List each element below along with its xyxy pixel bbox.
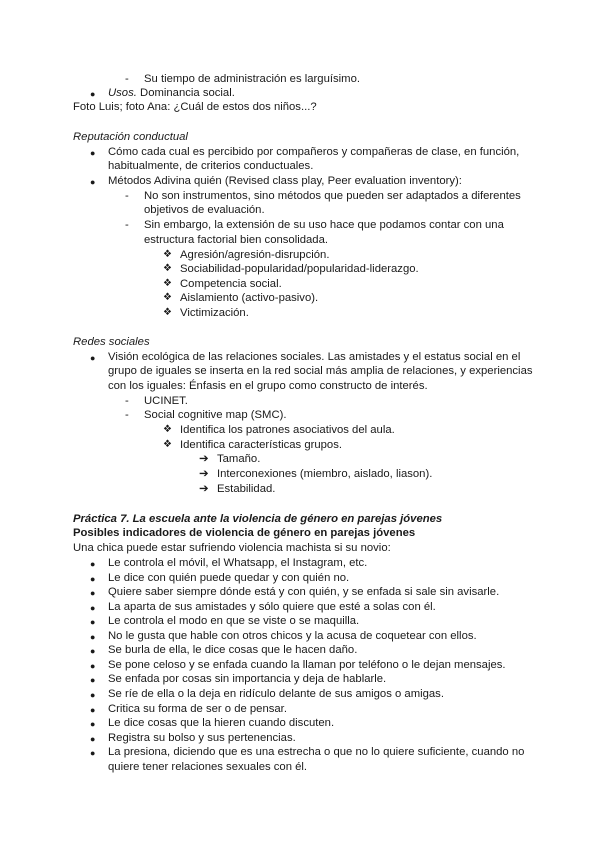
dash-marker: - (125, 219, 129, 231)
reputacion-b1-line1: Cómo cada cual es percibido por compañeros y compañeras de clase, en función, (108, 146, 520, 158)
indicator-item: Se pone celoso y se enfada cuando la llaman por teléfono o le dejan mensajes. (108, 659, 506, 671)
bullet-marker: ● (90, 705, 96, 715)
redes-b1-line3: con los iguales: Énfasis en el grupo como constructo de interés. (108, 380, 428, 392)
reputacion-d2-line2: estructura factorial bien consolidada. (144, 234, 328, 246)
dash-marker: - (125, 409, 129, 421)
indicator-item: Le dice con quién puede quedar y con quién no. (108, 572, 350, 584)
arrow-item: Tamaño. (217, 453, 261, 465)
bullet-marker: ● (90, 559, 96, 569)
usos-label: Usos. (108, 87, 137, 99)
factor-item: Agresión/agresión-disrupción. (180, 249, 330, 261)
indicator-item: Le controla el móvil, el Whatsapp, el Instagram, etc. (108, 557, 368, 569)
factor-item: Sociabilidad-popularidad/popularidad-liderazgo. (180, 263, 419, 275)
bullet-marker: ● (90, 661, 96, 671)
diamond-marker: ❖ (163, 249, 172, 260)
indicator-item: Se enfada por cosas sin importancia y deja de hablarle. (108, 673, 387, 685)
diamond-marker: ❖ (163, 307, 172, 318)
indicator-item: Se burla de ella, le dice cosas que le hacen daño. (108, 644, 358, 656)
arrow-marker: ➔ (199, 483, 209, 495)
practica-title: Práctica 7. La escuela ante la violencia de género en parejas jóvenes (73, 513, 443, 525)
arrow-marker: ➔ (199, 453, 209, 465)
bullet-marker: ● (90, 690, 96, 700)
practica-last-line1: La presiona, diciendo que es una estrecha o que no lo quiere suficiente, cuando no (108, 746, 525, 758)
indicator-item: La aparta de sus amistades y sólo quiere que esté a solas con él. (108, 601, 436, 613)
usos-line (108, 86, 235, 100)
arrow-item: Interconexiones (miembro, aislado, liason). (217, 468, 433, 480)
bullet-marker: ● (90, 632, 96, 642)
reputacion-b2: Métodos Adivina quién (Revised class play, Peer evaluation inventory): (108, 175, 462, 187)
diamond-marker: ❖ (163, 263, 172, 274)
practica-intro: Una chica puede estar sufriendo violencia machista si su novio: (73, 542, 391, 554)
indicator-item: Le dice cosas que la hieren cuando discuten. (108, 717, 335, 729)
bullet-marker: ● (90, 646, 96, 656)
diamond-marker: ❖ (163, 278, 172, 289)
bullet-marker: ● (90, 574, 96, 584)
arrow-marker: ➔ (199, 468, 209, 480)
dash-marker: - (125, 395, 129, 407)
factor-item: Aislamiento (activo-pasivo). (180, 292, 319, 304)
bullet-marker: ● (90, 603, 96, 613)
bullet-marker: ● (90, 588, 96, 598)
factor-item: Competencia social. (180, 278, 282, 290)
bullet-marker: ● (90, 177, 96, 187)
practica-last-line2: quiere tener relaciones sexuales con él. (108, 761, 308, 773)
usos-text: Dominancia social. (136, 87, 235, 99)
diamond-marker: ❖ (163, 292, 172, 303)
redes-d1: UCINET. (144, 395, 188, 407)
indicator-item: No le gusta que hable con otros chicos y la acusa de coquetear con ellos. (108, 630, 477, 642)
reputacion-heading: Reputación conductual (73, 131, 188, 143)
practica-subtitle: Posibles indicadores de violencia de género en parejas jóvenes (73, 527, 416, 539)
foto-question: Foto Luis; foto Ana: ¿Cuál de estos dos niños...? (73, 101, 317, 113)
bullet-marker: ● (90, 748, 96, 758)
bullet-marker: ● (90, 353, 96, 363)
indicator-item: Le controla el modo en que se viste o se maquilla. (108, 615, 360, 627)
bullet-marker: ● (90, 617, 96, 627)
bullet-marker: ● (90, 148, 96, 158)
redes-sub1: Identifica los patrones asociativos del aula. (180, 424, 395, 436)
redes-b1-line2: grupo de iguales se inserta en la red social más amplia de relaciones, y experiencias (108, 365, 533, 377)
redes-b1-line1: Visión ecológica de las relaciones sociales. Las amistades y el estatus social en el (108, 351, 521, 363)
redes-sub2: Identifica características grupos. (180, 439, 342, 451)
bullet-marker: ● (90, 734, 96, 744)
bullet-marker: ● (90, 675, 96, 685)
dash-marker: - (125, 190, 129, 202)
redes-d2: Social cognitive map (SMC). (144, 409, 287, 421)
arrow-item: Estabilidad. (217, 483, 276, 495)
factor-item: Victimización. (180, 307, 249, 319)
indicator-item: Critica su forma de ser o de pensar. (108, 703, 287, 715)
reputacion-b1-line2: habitualmente, de criterios conductuales. (108, 160, 314, 172)
reputacion-d1-line1: No son instrumentos, sino métodos que pueden ser adaptados a diferentes (144, 190, 521, 202)
reputacion-d2-line1: Sin embargo, la extensión de su uso hace que podamos contar con una (144, 219, 504, 231)
diamond-marker: ❖ (163, 439, 172, 450)
bullet-marker: ● (90, 89, 96, 99)
indicator-item: Se ríe de ella o la deja en ridículo delante de sus amigos o amigas. (108, 688, 444, 700)
dash-marker: - (125, 73, 129, 85)
indicator-item: Quiere saber siempre dónde está y con quién, y se enfada si sale sin avisarle. (108, 586, 500, 598)
reputacion-d1-line2: objetivos de evaluación. (144, 204, 265, 216)
diamond-marker: ❖ (163, 424, 172, 435)
redes-heading: Redes sociales (73, 336, 150, 348)
indicator-item: Registra su bolso y sus pertenencias. (108, 732, 296, 744)
admin-time-text: Su tiempo de administración es larguísimo. (144, 73, 360, 85)
bullet-marker: ● (90, 719, 96, 729)
